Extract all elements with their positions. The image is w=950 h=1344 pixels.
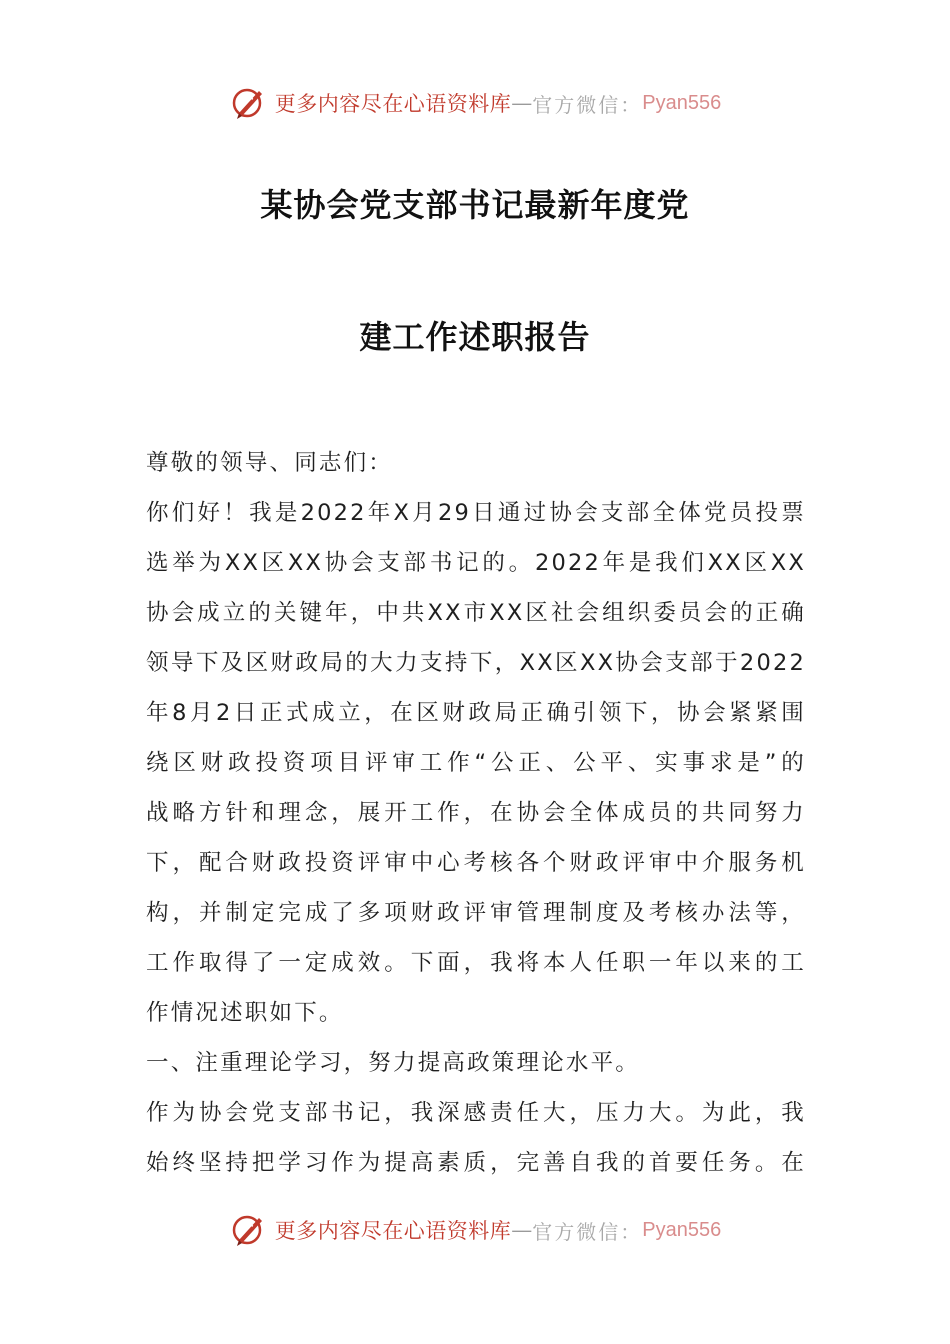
body-line: 绕区财政投资项目评审工作“公正、公平、实事求是”的 [146,750,806,776]
watermark-wechat-label: 官方微信： [532,92,643,117]
body-line: 选举为XX区XX协会支部书记的。2022年是我们XX区XX [146,550,806,576]
watermark-separator: — [511,91,533,115]
watermark-wechat-label: 官方微信： [532,1219,643,1244]
watermark-separator: — [511,1218,533,1242]
watermark-text: 更多内容尽在心语资料库 [274,1219,512,1243]
body-line: 年8月2日正式成立，在区财政局正确引领下，协会紧紧围 [146,700,806,726]
body-line: 作情况述职如下。 [146,1000,344,1026]
body-line: 领导下及区财政局的大力支持下，XX区XX协会支部于2022 [146,650,806,676]
footer-watermark [0,1207,950,1253]
header-watermark [0,80,950,126]
body-line: 战略方针和理念，展开工作，在协会全体成员的共同努力 [146,800,806,826]
document-title-line1: 某协会党支部书记最新年度党 [260,186,690,224]
body-line: 协会成立的关键年，中共XX市XX区社会组织委员会的正确 [146,600,806,626]
section-heading: 一、注重理论学习，努力提高政策理论水平。 [146,1050,641,1076]
watermark-wechat-id: Pyan556 [642,1218,722,1241]
body-line: 你们好！我是2022年X月29日通过协会支部全体党员投票 [146,500,806,526]
body-line: 始终坚持把学习作为提高素质，完善自我的首要任务。在 [146,1150,806,1176]
document-body [146,438,806,1188]
body-line: 作为协会党支部书记，我深感责任大，压力大。为此，我 [146,1100,806,1126]
watermark-text: 更多内容尽在心语资料库 [274,92,512,116]
document-title-line2: 建工作述职报告 [359,318,591,356]
watermark-wechat-id: Pyan556 [642,91,722,114]
pen-logo-icon [229,83,269,123]
body-line: 下，配合财政投资评审中心考核各个财政评审中介服务机 [146,850,806,876]
body-line: 工作取得了一定成效。下面，我将本人任职一年以来的工 [146,950,806,976]
body-line: 尊敬的领导、同志们： [146,450,394,476]
pen-logo-icon [229,1210,269,1250]
body-line: 构，并制定完成了多项财政评审管理制度及考核办法等， [146,900,806,926]
